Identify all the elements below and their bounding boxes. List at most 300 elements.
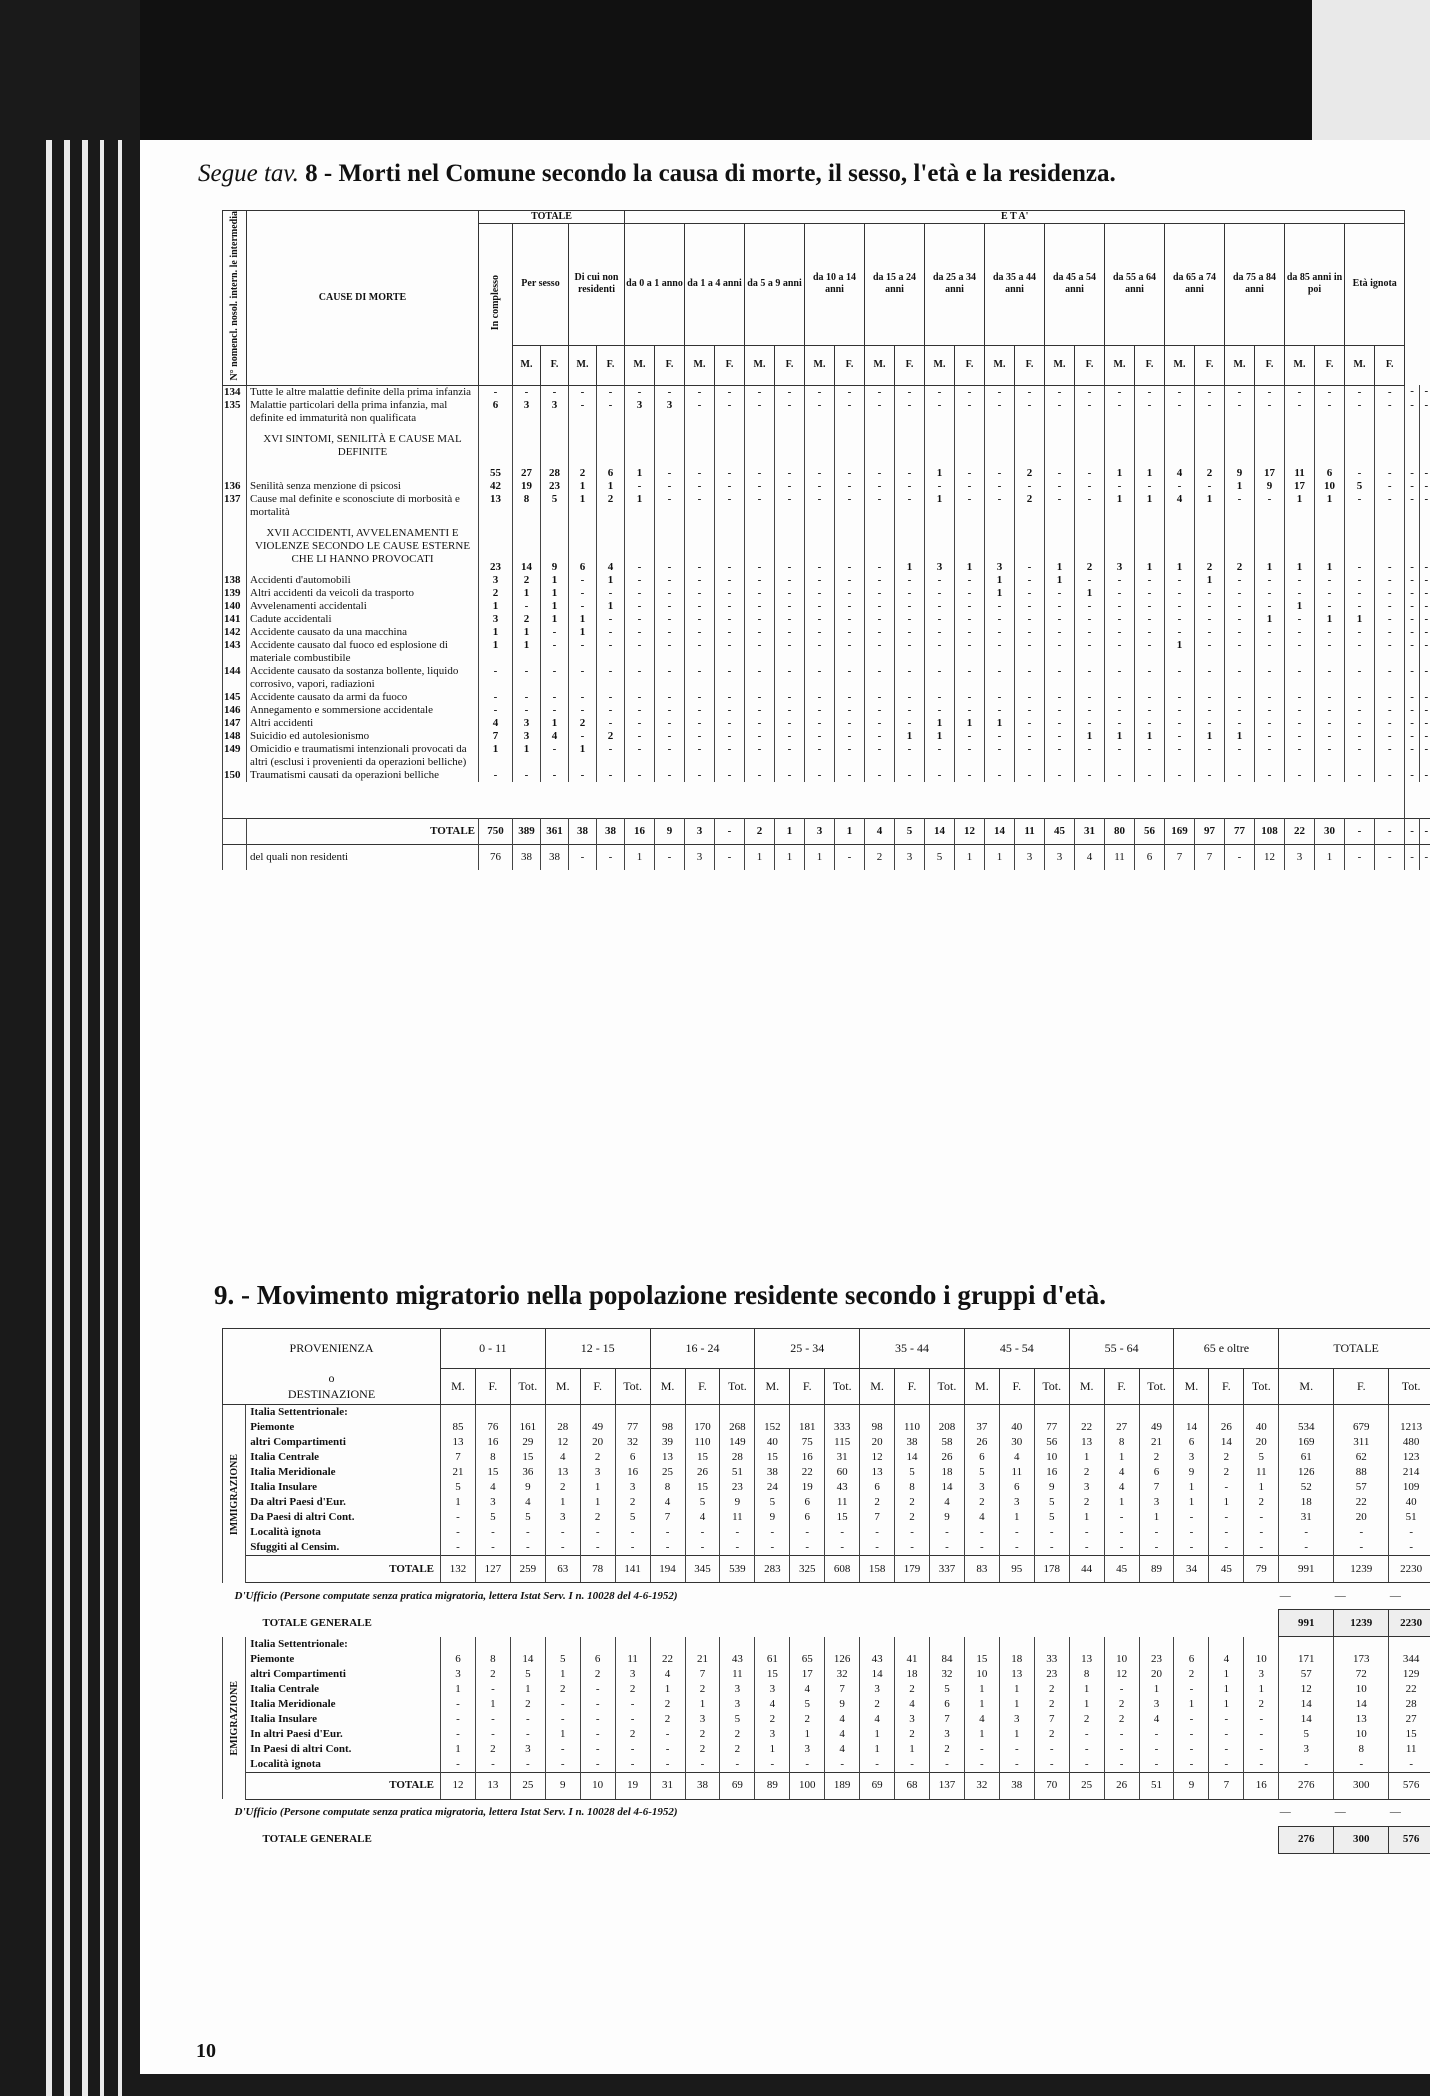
table-cell: 16 bbox=[1244, 1772, 1279, 1799]
table-cell: - bbox=[580, 1727, 615, 1742]
table-cell: 36 bbox=[510, 1465, 545, 1480]
table-cell: - bbox=[650, 1540, 685, 1556]
table-cell: - bbox=[615, 1757, 650, 1773]
table-cell: - bbox=[999, 1757, 1034, 1773]
table-cell: 76 bbox=[479, 844, 513, 870]
table-cell: 3 bbox=[1139, 1697, 1174, 1712]
table-cell: 14 bbox=[895, 1450, 930, 1465]
table-cell: 13 bbox=[1334, 1712, 1389, 1727]
table-cell: - bbox=[615, 1525, 650, 1540]
table-cell: 5 bbox=[755, 1495, 790, 1510]
table-cell: - bbox=[1209, 1727, 1244, 1742]
table-cell: - bbox=[1419, 385, 1430, 399]
table-cell: - bbox=[1244, 1510, 1279, 1525]
table-cell: - bbox=[1225, 743, 1255, 769]
table-cell: - bbox=[1209, 1525, 1244, 1540]
table-cell: 2 bbox=[597, 730, 625, 743]
table-cell: - bbox=[1345, 717, 1375, 730]
table-cell: - bbox=[835, 519, 865, 574]
table-cell: - bbox=[1195, 665, 1225, 691]
table-cell: 3 bbox=[545, 1510, 580, 1525]
table-cell: 3 bbox=[1045, 844, 1075, 870]
table-cell: - bbox=[985, 626, 1015, 639]
total-header: Tot. bbox=[1244, 1369, 1279, 1405]
table-cell: - bbox=[745, 587, 775, 600]
table-cell: 2 bbox=[569, 717, 597, 730]
origin-label: Località ignota bbox=[246, 1525, 441, 1540]
female-header: F. bbox=[1255, 345, 1285, 385]
table-cell: 3 bbox=[925, 519, 955, 574]
table-cell: - bbox=[805, 717, 835, 730]
table-cell: - bbox=[1015, 743, 1045, 769]
table-cell: - bbox=[835, 717, 865, 730]
table-cell: 1 bbox=[1315, 493, 1345, 519]
table-cell: - bbox=[999, 1742, 1034, 1757]
table-cell: - bbox=[715, 519, 745, 574]
table-cell bbox=[720, 1405, 755, 1421]
table-cell: - bbox=[835, 769, 865, 782]
female-header: F. bbox=[541, 345, 569, 385]
table-row bbox=[223, 1420, 1430, 1435]
table-cell: 38 bbox=[597, 818, 625, 844]
table-cell bbox=[1069, 1637, 1104, 1652]
table-cell: 344 bbox=[1389, 1652, 1430, 1667]
table-cell: 337 bbox=[929, 1556, 964, 1583]
table-cell: - bbox=[1034, 1757, 1069, 1773]
table-cell: - bbox=[1015, 385, 1045, 399]
table-cell: 1 bbox=[625, 493, 655, 519]
table-cell: - bbox=[1034, 1742, 1069, 1757]
table-cell: - bbox=[475, 1757, 510, 1773]
table-cell: 2 bbox=[479, 587, 513, 600]
table-cell: 109 bbox=[1389, 1480, 1430, 1495]
table-cell: 10 bbox=[1334, 1727, 1389, 1742]
male-header: M. bbox=[745, 345, 775, 385]
table-cell: 1 bbox=[1244, 1682, 1279, 1697]
table-cell: - bbox=[1075, 704, 1105, 717]
table-cell: 1 bbox=[895, 519, 925, 574]
table-cell: 214 bbox=[1389, 1465, 1430, 1480]
table-cell: 98 bbox=[860, 1420, 895, 1435]
total-label: TOTALE bbox=[246, 1556, 441, 1583]
cause-name: Altri accidenti bbox=[247, 717, 479, 730]
table-cell: - bbox=[1045, 600, 1075, 613]
table-cell: 1 bbox=[1069, 1510, 1104, 1525]
table-cell: 1 bbox=[775, 844, 805, 870]
table-cell: 68 bbox=[895, 1772, 930, 1799]
table-cell: 4 bbox=[650, 1667, 685, 1682]
table-cell: 1 bbox=[745, 844, 775, 870]
col-cause-header: CAUSE DI MORTE bbox=[247, 211, 479, 386]
table-cell: 4 bbox=[479, 717, 513, 730]
table-cell: 77 bbox=[1225, 818, 1255, 844]
table-cell: 5 bbox=[1279, 1727, 1334, 1742]
table-cell: - bbox=[1419, 665, 1430, 691]
table-cell: - bbox=[1255, 730, 1285, 743]
table-cell: 4 bbox=[964, 1510, 999, 1525]
table-cell: 26 bbox=[1209, 1420, 1244, 1435]
table-cell: - bbox=[1419, 574, 1430, 587]
grand-total-cell: 1239 bbox=[1334, 1610, 1389, 1637]
table-cell: - bbox=[775, 704, 805, 717]
table-cell: - bbox=[929, 1525, 964, 1540]
table-cell: - bbox=[597, 743, 625, 769]
page-edge bbox=[82, 140, 88, 2096]
table-cell: 361 bbox=[541, 818, 569, 844]
table-cell: - bbox=[655, 743, 685, 769]
col-code-header: N° nomencl. nosol. intern. le intermedia bbox=[223, 211, 247, 386]
table-cell: - bbox=[580, 1525, 615, 1540]
table-cell: - bbox=[1075, 385, 1105, 399]
table-cell: 123 bbox=[1389, 1450, 1430, 1465]
table-cell bbox=[475, 1637, 510, 1652]
table-cell: 2 bbox=[1209, 1465, 1244, 1480]
table-cell: - bbox=[580, 1697, 615, 1712]
table-cell: 38 bbox=[569, 818, 597, 844]
table-cell: 3 bbox=[929, 1727, 964, 1742]
table-cell: 77 bbox=[615, 1420, 650, 1435]
table-cell: - bbox=[1334, 1757, 1389, 1773]
table-cell: 2 bbox=[580, 1510, 615, 1525]
table-row bbox=[223, 1450, 1430, 1465]
table-cell: - bbox=[895, 691, 925, 704]
table-cell: - bbox=[745, 480, 775, 493]
table-cell: - bbox=[1225, 385, 1255, 399]
table-cell: 4 bbox=[1104, 1480, 1139, 1495]
table-cell: 161 bbox=[510, 1420, 545, 1435]
table-cell: - bbox=[895, 399, 925, 425]
table-cell: - bbox=[929, 1540, 964, 1556]
table-cell: 9 bbox=[545, 1772, 580, 1799]
table-cell: 28 bbox=[720, 1450, 755, 1465]
cause-name: Suicidio ed autolesionismo bbox=[247, 730, 479, 743]
table-cell: - bbox=[865, 480, 895, 493]
table-cell: 1 bbox=[1209, 1682, 1244, 1697]
table-cell: 58 bbox=[929, 1435, 964, 1450]
table-cell: 84 bbox=[929, 1652, 964, 1667]
table-cell: - bbox=[510, 1757, 545, 1773]
table-cell: 1 bbox=[569, 626, 597, 639]
table-cell bbox=[510, 1405, 545, 1421]
table-cell: 2 bbox=[475, 1742, 510, 1757]
table-cell: 5 bbox=[1034, 1495, 1069, 1510]
table-row bbox=[223, 1667, 1430, 1682]
origin-label: Località ignota bbox=[246, 1757, 441, 1773]
table-cell: - bbox=[615, 1697, 650, 1712]
table-cell: 3 bbox=[580, 1465, 615, 1480]
table-cell: 6 bbox=[597, 425, 625, 480]
table-cell: 333 bbox=[825, 1420, 860, 1435]
table-cell: - bbox=[1345, 818, 1375, 844]
table-cell: - bbox=[625, 717, 655, 730]
table-cell: - bbox=[545, 1757, 580, 1773]
table-cell: - bbox=[1139, 1757, 1174, 1773]
table-cell: 4 bbox=[1209, 1652, 1244, 1667]
table-cell: 10 bbox=[1034, 1450, 1069, 1465]
table-cell: - bbox=[1405, 425, 1419, 480]
table-cell: - bbox=[597, 399, 625, 425]
table-cell: 1 bbox=[1075, 730, 1105, 743]
table-cell: 25 bbox=[1069, 1772, 1104, 1799]
table-cell: - bbox=[685, 626, 715, 639]
table-row bbox=[223, 1712, 1430, 1727]
cause-code: 139 bbox=[223, 587, 247, 600]
table-cell: 1 bbox=[1195, 493, 1225, 519]
table-cell: - bbox=[1375, 691, 1405, 704]
male-header: M. bbox=[545, 1369, 580, 1405]
age-header: da 25 a 34 anni bbox=[925, 224, 985, 346]
table-cell: - bbox=[1165, 600, 1195, 613]
table-cell: - bbox=[985, 730, 1015, 743]
table-cell: 18 bbox=[929, 1465, 964, 1480]
table-cell: 26 bbox=[685, 1465, 720, 1480]
table-cell: 3 bbox=[755, 1682, 790, 1697]
table-cell: 11 bbox=[720, 1667, 755, 1682]
table-cell: - bbox=[1105, 385, 1135, 399]
table-cell: 3 bbox=[755, 1727, 790, 1742]
table-cell: 22 bbox=[1285, 818, 1315, 844]
age-header: da 55 a 64 anni bbox=[1105, 224, 1165, 346]
table-cell: - bbox=[1405, 574, 1419, 587]
table-cell: - bbox=[580, 1757, 615, 1773]
table-cell: 14 bbox=[513, 519, 541, 574]
table-cell: 6 bbox=[580, 1652, 615, 1667]
table-cell: - bbox=[775, 665, 805, 691]
table-cell: 97 bbox=[1195, 818, 1225, 844]
table-row bbox=[223, 1510, 1430, 1525]
table-cell: - bbox=[805, 385, 835, 399]
table-cell: 1 bbox=[597, 574, 625, 587]
cause-code: 138 bbox=[223, 574, 247, 587]
table-cell: - bbox=[1405, 665, 1419, 691]
origin-label: Sfuggiti al Censim. bbox=[246, 1540, 441, 1556]
table-cell: 25 bbox=[650, 1465, 685, 1480]
table-cell: - bbox=[925, 399, 955, 425]
page-number: 10 bbox=[196, 2040, 216, 2062]
table-cell: - bbox=[1015, 574, 1045, 587]
table-cell: 9 bbox=[541, 519, 569, 574]
table-cell: 3 bbox=[513, 730, 541, 743]
table-cell: 26 bbox=[1104, 1772, 1139, 1799]
table-cell: 1 bbox=[510, 1682, 545, 1697]
table-cell: 2 bbox=[1244, 1495, 1279, 1510]
table-cell: - bbox=[1139, 1742, 1174, 1757]
table-cell: - bbox=[685, 769, 715, 782]
table-cell: - bbox=[475, 1540, 510, 1556]
table-cell: - bbox=[955, 743, 985, 769]
table-cell: - bbox=[825, 1525, 860, 1540]
table-cell: 2 bbox=[1195, 425, 1225, 480]
table-cell: - bbox=[1375, 769, 1405, 782]
table-cell: 51 bbox=[1389, 1510, 1430, 1525]
table-cell: 13 bbox=[1069, 1435, 1104, 1450]
table-cell: - bbox=[1375, 717, 1405, 730]
table-cell: - bbox=[1075, 626, 1105, 639]
table-cell: 15 bbox=[475, 1465, 510, 1480]
table-cell: 4 bbox=[999, 1450, 1034, 1465]
table-cell: - bbox=[1225, 844, 1255, 870]
table-cell: 991 bbox=[1279, 1556, 1334, 1583]
scan-border-top bbox=[0, 0, 1430, 140]
table-cell: 1 bbox=[1105, 425, 1135, 480]
table-cell: - bbox=[441, 1727, 476, 1742]
table-cell: 5 bbox=[545, 1652, 580, 1667]
female-header: F. bbox=[1375, 345, 1405, 385]
table-cell: - bbox=[1315, 639, 1345, 665]
table-cell: 22 bbox=[650, 1652, 685, 1667]
table-cell: 61 bbox=[755, 1652, 790, 1667]
total-row bbox=[223, 844, 1430, 870]
table-cell: - bbox=[1174, 1757, 1209, 1773]
table-cell: - bbox=[1174, 1742, 1209, 1757]
eta-header: E T A' bbox=[625, 211, 1405, 224]
table-cell: 15 bbox=[755, 1450, 790, 1465]
table-cell: 2 bbox=[545, 1480, 580, 1495]
total-header: Tot. bbox=[1389, 1369, 1430, 1405]
table-cell: - bbox=[1165, 399, 1195, 425]
table-cell: - bbox=[1255, 600, 1285, 613]
table-cell: - bbox=[925, 587, 955, 600]
table-cell: 88 bbox=[1334, 1465, 1389, 1480]
table-cell bbox=[441, 1405, 476, 1421]
table-cell: - bbox=[1105, 704, 1135, 717]
table-cell: 2 bbox=[569, 425, 597, 480]
table-cell: 3 bbox=[1139, 1495, 1174, 1510]
table-cell: 1 bbox=[805, 844, 835, 870]
male-header: M. bbox=[925, 345, 955, 385]
table-cell: - bbox=[1405, 639, 1419, 665]
table-cell: - bbox=[1375, 600, 1405, 613]
table-cell: 115 bbox=[825, 1435, 860, 1450]
table-cell: 51 bbox=[720, 1465, 755, 1480]
table-cell: 1 bbox=[513, 587, 541, 600]
table-cell: - bbox=[1285, 399, 1315, 425]
table-cell: - bbox=[597, 639, 625, 665]
female-header: F. bbox=[475, 1369, 510, 1405]
table-cell: - bbox=[895, 480, 925, 493]
cause-name: Tutte le altre malattie definite della prima infanzia bbox=[247, 385, 479, 399]
cause-code: 143 bbox=[223, 639, 247, 665]
table-cell: 56 bbox=[1034, 1435, 1069, 1450]
table-cell: 8 bbox=[513, 493, 541, 519]
table-cell: - bbox=[1389, 1525, 1430, 1540]
table-cell: - bbox=[925, 704, 955, 717]
table-cell: - bbox=[1345, 743, 1375, 769]
group-header: 35 - 44 bbox=[860, 1329, 965, 1369]
table-cell: - bbox=[625, 639, 655, 665]
table-cell: 12 bbox=[860, 1450, 895, 1465]
table9-title: 9. - Movimento migratorio nella popolazione residente secondo i gruppi d'età. bbox=[214, 1280, 1106, 1310]
table-cell bbox=[1034, 1637, 1069, 1652]
table-cell: 2 bbox=[895, 1510, 930, 1525]
table-cell: - bbox=[1015, 600, 1045, 613]
table-cell: 43 bbox=[860, 1652, 895, 1667]
table-cell bbox=[860, 1405, 895, 1421]
table-cell: - bbox=[1244, 1525, 1279, 1540]
table-cell: - bbox=[655, 613, 685, 626]
table-cell: - bbox=[597, 691, 625, 704]
table-cell: 9 bbox=[1255, 480, 1285, 493]
table-cell: 15 bbox=[510, 1450, 545, 1465]
table-cell: 6 bbox=[1135, 844, 1165, 870]
table-cell: - bbox=[790, 1757, 825, 1773]
scan-border-left bbox=[0, 0, 140, 2096]
table-cell: - bbox=[835, 639, 865, 665]
table-cell: - bbox=[835, 844, 865, 870]
table-cell: 3 bbox=[895, 844, 925, 870]
table-cell: 1 bbox=[1209, 1495, 1244, 1510]
table-cell: 6 bbox=[999, 1480, 1034, 1495]
table-cell: 5 bbox=[510, 1510, 545, 1525]
female-header: F. bbox=[685, 1369, 720, 1405]
male-header: M. bbox=[441, 1369, 476, 1405]
table-cell: 4 bbox=[1165, 493, 1195, 519]
table-cell: - bbox=[685, 1525, 720, 1540]
table-cell: - bbox=[541, 691, 569, 704]
table-cell: 152 bbox=[755, 1420, 790, 1435]
table-cell: - bbox=[513, 691, 541, 704]
table-cell: 6 bbox=[964, 1450, 999, 1465]
male-header: M. bbox=[860, 1369, 895, 1405]
table-cell: - bbox=[625, 385, 655, 399]
table-cell: - bbox=[1405, 493, 1419, 519]
table-cell: - bbox=[655, 626, 685, 639]
table-cell: - bbox=[569, 385, 597, 399]
table-cell: - bbox=[1345, 730, 1375, 743]
table-cell: 11 bbox=[1015, 818, 1045, 844]
table-cell: - bbox=[1135, 626, 1165, 639]
table-row bbox=[223, 730, 1430, 743]
table-cell: 3 bbox=[895, 1712, 930, 1727]
female-header: F. bbox=[1104, 1369, 1139, 1405]
table-cell: - bbox=[1015, 769, 1045, 782]
table-cell: - bbox=[569, 399, 597, 425]
table-cell: 3 bbox=[510, 1742, 545, 1757]
table-cell: 1 bbox=[1315, 844, 1345, 870]
table-cell: - bbox=[964, 1742, 999, 1757]
table-cell: 1 bbox=[1135, 425, 1165, 480]
female-header: F. bbox=[1135, 345, 1165, 385]
table-cell: - bbox=[510, 1712, 545, 1727]
table-cell: - bbox=[1315, 626, 1345, 639]
table-cell: 1 bbox=[1135, 519, 1165, 574]
table-cell: - bbox=[1195, 717, 1225, 730]
table-cell: 3 bbox=[1174, 1450, 1209, 1465]
table-cell: 38 bbox=[999, 1772, 1034, 1799]
table-cell: 8 bbox=[475, 1450, 510, 1465]
table-cell: - bbox=[1345, 519, 1375, 574]
table-cell: - bbox=[745, 399, 775, 425]
table-cell: - bbox=[1105, 600, 1135, 613]
table-cell: 3 bbox=[479, 613, 513, 626]
table-cell: 4 bbox=[685, 1510, 720, 1525]
age-header: da 15 a 24 anni bbox=[865, 224, 925, 346]
table-cell: - bbox=[655, 665, 685, 691]
table-cell bbox=[1209, 1405, 1244, 1421]
table-cell: - bbox=[1225, 691, 1255, 704]
table-cell: 3 bbox=[999, 1495, 1034, 1510]
table-cell: - bbox=[745, 769, 775, 782]
table-cell: - bbox=[655, 769, 685, 782]
table-cell: 6 bbox=[1139, 1465, 1174, 1480]
table-cell: - bbox=[1225, 717, 1255, 730]
table-cell: - bbox=[597, 844, 625, 870]
table-cell: - bbox=[685, 574, 715, 587]
table-cell: - bbox=[715, 743, 745, 769]
table-cell: 10 bbox=[1104, 1652, 1139, 1667]
table-cell: - bbox=[1209, 1540, 1244, 1556]
table-cell: - bbox=[1279, 1525, 1334, 1540]
